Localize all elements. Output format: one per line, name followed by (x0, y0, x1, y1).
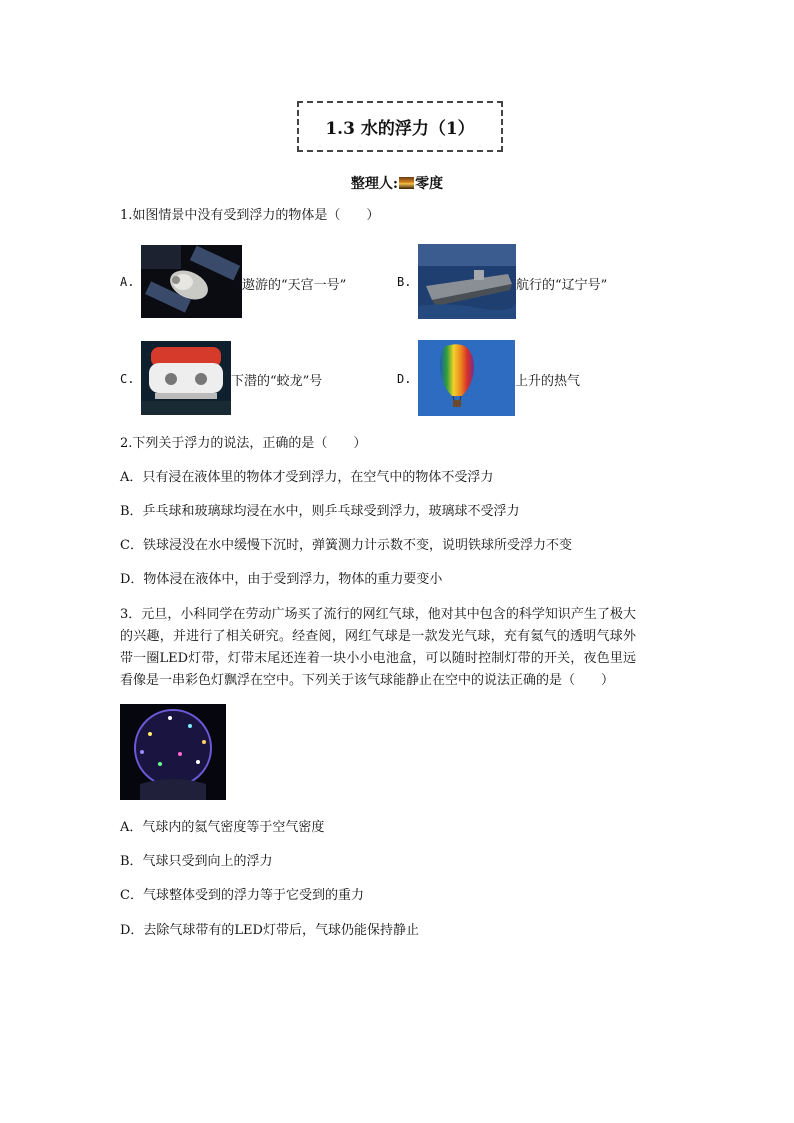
author-name: 零度 (415, 176, 444, 192)
q2-option-b: B．乒乓球和玻璃球均浸在水中，则乒乓球受到浮力，玻璃球不受浮力 (120, 504, 520, 519)
tiangong-image (141, 245, 242, 318)
q1-option-b-text: 航行的“辽宁号” (516, 278, 608, 293)
q3-stem: 3．元旦，小科同学在劳动广场买了流行的网红气球，他对其中包含的科学知识产生了极大的兴趣，并进行了相关研究。经查阅，网红气球是一款发光气球，充有氦气的透明气球外带一圈LED灯带，灯带末尾还连着一块小小电池盒，可以随时控制灯带的开关，夜色里远看像是一串彩色灯飘浮在空中。下列关于该气球能静止在空中的说法正确的是（ ） (120, 607, 636, 688)
q2-option-c: C．铁球浸没在水中缓慢下沉时，弹簧测力计示数不变，说明铁球所受浮力不变 (120, 538, 572, 553)
q1-stem: 1.如图情景中没有受到浮力的物体是（ ） (120, 208, 380, 223)
page-title: 1.3 水的浮力（1） (325, 119, 475, 139)
q1-option-d-text: 上升的热气 (515, 374, 581, 389)
q1-option-c-letter: C. (120, 372, 135, 386)
q3-option-b: B．气球只受到向上的浮力 (120, 854, 273, 869)
title-box (297, 101, 503, 152)
q2-option-d: D．物体浸在液体中，由于受到浮力，物体的重力要变小 (120, 572, 443, 587)
led-balloon-image (120, 704, 226, 800)
sunset-logo-icon (399, 177, 414, 189)
q2-stem: 2.下列关于浮力的说法，正确的是（ ） (120, 436, 367, 451)
q3-option-c: C．气球整体受到的浮力等于它受到的重力 (120, 888, 364, 903)
q2-option-a: A．只有浸在液体里的物体才受到浮力，在空气中的物体不受浮力 (120, 470, 494, 485)
q1-option-d-letter: D. (397, 372, 412, 386)
liaoning-carrier-image (418, 244, 516, 319)
q1-option-a-text: 遨游的“天宫一号” (242, 278, 347, 293)
hot-air-balloon-image (418, 340, 515, 416)
q3-option-a: A．气球内的氦气密度等于空气密度 (120, 820, 325, 835)
q1-option-b-letter: B. (397, 275, 412, 289)
q3-option-d: D．去除气球带有的LED灯带后，气球仍能保持静止 (120, 923, 419, 938)
author-line (0, 173, 794, 193)
q1-option-a-letter: A. (120, 275, 135, 289)
author-prefix: 整理人: (350, 176, 399, 192)
jiaolong-submersible-image (141, 341, 231, 415)
q1-option-c-text: 下潜的“蛟龙”号 (231, 374, 323, 389)
